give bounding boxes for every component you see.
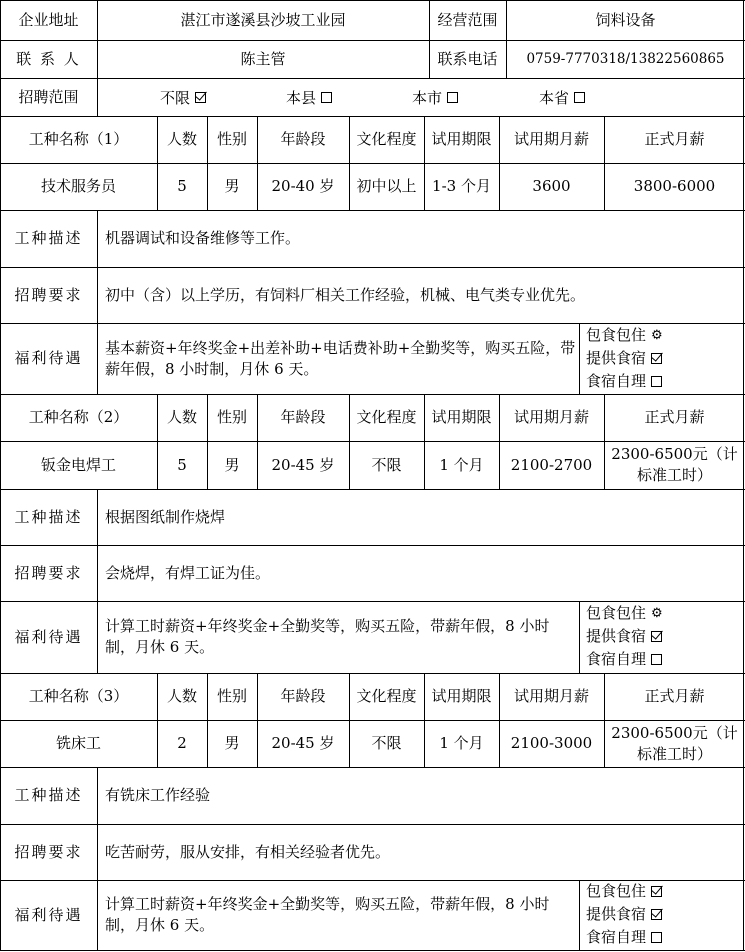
contact-phone: 0759-7770318/13822560865 (526, 50, 725, 67)
job-age: 20-40 岁 (271, 177, 335, 195)
job-regular-pay: 3800-6000 (633, 177, 716, 195)
grid-line (424, 394, 425, 489)
grid-line (0, 880, 745, 881)
job-probation-pay: 2100-2700 (510, 455, 593, 474)
job-probation-pay: 2100-3000 (510, 734, 593, 752)
probation-header: 试用期限 (431, 687, 492, 705)
grid-line (0, 0, 1, 951)
job-headcount: 2 (177, 734, 187, 752)
grid-line (0, 163, 745, 164)
checkbox-icon (651, 376, 662, 387)
grid-line (257, 394, 258, 489)
gender-header: 性别 (216, 687, 247, 705)
area-option-county: 本县 (286, 78, 332, 116)
gear-icon: ⚙ (651, 328, 663, 343)
headcount-header: 人数 (166, 130, 197, 148)
business-scope-label: 经营范围 (437, 10, 498, 29)
grid-line (207, 673, 208, 767)
grid-line (604, 116, 605, 210)
grid-line (604, 673, 605, 767)
grid-line (97, 0, 98, 116)
grid-line (0, 767, 745, 768)
regular-pay-header: 正式月薪 (644, 687, 705, 705)
grid-line (743, 0, 744, 951)
grid-line (0, 210, 745, 211)
education-header: 文化程度 (356, 130, 417, 148)
checkbox-icon (651, 353, 662, 364)
job-req: 初中（含）以上学历，有饲料厂相关工作经验，机械、电气类专业优先。 (105, 285, 586, 304)
job-welfare: 计算工时薪资+年终奖金+全勤奖等，购买五险，带薪年假，8 小时制，月休 6 天。 (105, 895, 550, 934)
welfare-label: 福利待遇 (14, 905, 83, 924)
grid-line (0, 267, 745, 268)
age-header: 年龄段 (280, 408, 326, 426)
probation-pay-header: 试用期月薪 (513, 408, 589, 426)
grid-line (349, 673, 350, 767)
contact-phone-label: 联系电话 (437, 49, 498, 68)
regular-pay-header: 正式月薪 (644, 130, 705, 148)
job-headcount: 5 (177, 455, 187, 474)
checkbox-icon (651, 631, 662, 642)
job-age: 20-45 岁 (271, 455, 335, 474)
job-name: 钣金电焊工 (40, 455, 116, 474)
job-education: 不限 (371, 455, 402, 474)
grid-line (0, 40, 745, 41)
grid-line (0, 0, 745, 1)
grid-line (0, 720, 745, 721)
education-header: 文化程度 (356, 687, 417, 705)
checkbox-icon (574, 92, 585, 103)
grid-line (506, 0, 507, 78)
job-probation: 1-3 个月 (432, 177, 491, 195)
job-education: 初中以上 (356, 177, 417, 195)
grid-line (424, 673, 425, 767)
job-regular-pay: 2300-6500元（计标准工时） (611, 445, 738, 484)
company-address: 湛江市遂溪县沙坡工业园 (180, 10, 346, 29)
gear-icon: ⚙ (651, 606, 663, 621)
grid-line (0, 824, 745, 825)
grid-line (0, 78, 745, 79)
lodging-options: 包食包住 ⚙ 提供食宿 食宿自理 (586, 326, 663, 390)
job-gender: 男 (224, 177, 240, 195)
welfare-label: 福利待遇 (14, 349, 83, 367)
welfare-label: 福利待遇 (14, 627, 83, 646)
grid-line (207, 394, 208, 489)
job-age: 20-45 岁 (271, 734, 335, 752)
grid-line (0, 116, 745, 117)
gender-header: 性别 (216, 408, 247, 426)
headcount-header: 人数 (166, 408, 197, 426)
job-desc: 机器调试和设备维修等工作。 (105, 229, 301, 247)
job-gender: 男 (224, 455, 240, 474)
job-title-label: 工种名称（1） (28, 130, 129, 148)
job-probation: 1 个月 (439, 455, 484, 474)
grid-line (0, 950, 745, 951)
recruit-area-label: 招聘范围 (18, 87, 79, 106)
grid-line (579, 601, 580, 673)
job-req-label: 招聘要求 (14, 285, 83, 304)
job-desc: 根据图纸制作烧焊 (105, 507, 226, 526)
grid-line (349, 116, 350, 210)
checkbox-icon (195, 92, 206, 103)
grid-line (97, 767, 98, 950)
job-probation: 1 个月 (439, 734, 484, 752)
company-address-label: 企业地址 (18, 10, 79, 29)
gender-header: 性别 (216, 130, 247, 148)
contact-person-label: 联 系 人 (16, 49, 81, 68)
headcount-header: 人数 (166, 687, 197, 705)
job-desc: 有铣床工作经验 (105, 786, 211, 804)
grid-line (207, 116, 208, 210)
area-option-unlimited: 不限 (160, 78, 206, 116)
grid-line (0, 323, 745, 324)
job-desc-label: 工种描述 (14, 786, 83, 804)
grid-line (0, 394, 745, 395)
grid-line (0, 673, 745, 674)
grid-line (0, 441, 745, 442)
grid-line (579, 323, 580, 394)
age-header: 年龄段 (280, 687, 326, 705)
checkbox-icon (321, 92, 332, 103)
area-option-city: 本市 (412, 78, 458, 116)
grid-line (157, 673, 158, 767)
job-education: 不限 (371, 734, 402, 752)
probation-pay-header: 试用期月薪 (513, 687, 589, 705)
checkbox-icon (651, 654, 662, 665)
grid-line (257, 116, 258, 210)
job-req: 吃苦耐劳，服从安排，有相关经验者优先。 (105, 842, 391, 861)
probation-pay-header: 试用期月薪 (513, 130, 589, 148)
job-req-label: 招聘要求 (14, 563, 83, 582)
job-req-label: 招聘要求 (14, 842, 83, 861)
business-scope: 饲料设备 (595, 10, 656, 29)
job-headcount: 5 (177, 177, 187, 195)
checkbox-icon (651, 886, 662, 897)
checkbox-icon (447, 92, 458, 103)
job-name: 技术服务员 (40, 177, 116, 195)
grid-line (97, 210, 98, 394)
grid-line (604, 394, 605, 489)
job-req: 会烧焊，有焊工证为佳。 (105, 563, 271, 582)
grid-line (0, 545, 745, 546)
job-title-label: 工种名称（2） (28, 408, 129, 426)
education-header: 文化程度 (356, 408, 417, 426)
grid-line (157, 394, 158, 489)
lodging-options: 包食包住 提供食宿 食宿自理 (586, 880, 662, 949)
regular-pay-header: 正式月薪 (644, 408, 705, 426)
job-probation-pay: 3600 (532, 177, 571, 195)
area-option-province: 本省 (539, 78, 585, 116)
grid-line (257, 673, 258, 767)
job-welfare: 计算工时薪资+年终奖金+全勤奖等，购买五险，带薪年假，8 小时制，月休 6 天。 (105, 617, 550, 656)
grid-line (0, 489, 745, 490)
job-title-label: 工种名称（3） (28, 687, 129, 705)
grid-line (499, 116, 500, 210)
grid-line (499, 394, 500, 489)
grid-line (157, 116, 158, 210)
grid-line (429, 0, 430, 78)
job-desc-label: 工种描述 (14, 507, 83, 526)
checkbox-icon (651, 932, 662, 943)
lodging-options: 包食包住 ⚙ 提供食宿 食宿自理 (586, 604, 663, 668)
grid-line (499, 673, 500, 767)
checkbox-icon (651, 909, 662, 920)
probation-header: 试用期限 (431, 408, 492, 426)
job-welfare: 基本薪资+年终奖金+出差补助+电话费补助+全勤奖等，购买五险，带薪年假，8 小时制，月休 6 天。 (105, 338, 576, 378)
grid-line (424, 116, 425, 210)
job-desc-label: 工种描述 (14, 229, 83, 247)
job-regular-pay: 2300-6500元（计标准工时） (611, 723, 738, 763)
age-header: 年龄段 (280, 130, 326, 148)
grid-line (97, 489, 98, 673)
grid-line (0, 601, 745, 602)
probation-header: 试用期限 (431, 130, 492, 148)
job-gender: 男 (224, 734, 240, 752)
grid-line (349, 394, 350, 489)
grid-line (579, 880, 580, 950)
contact-person: 陈主管 (240, 49, 286, 68)
job-name: 铣床工 (55, 734, 101, 752)
